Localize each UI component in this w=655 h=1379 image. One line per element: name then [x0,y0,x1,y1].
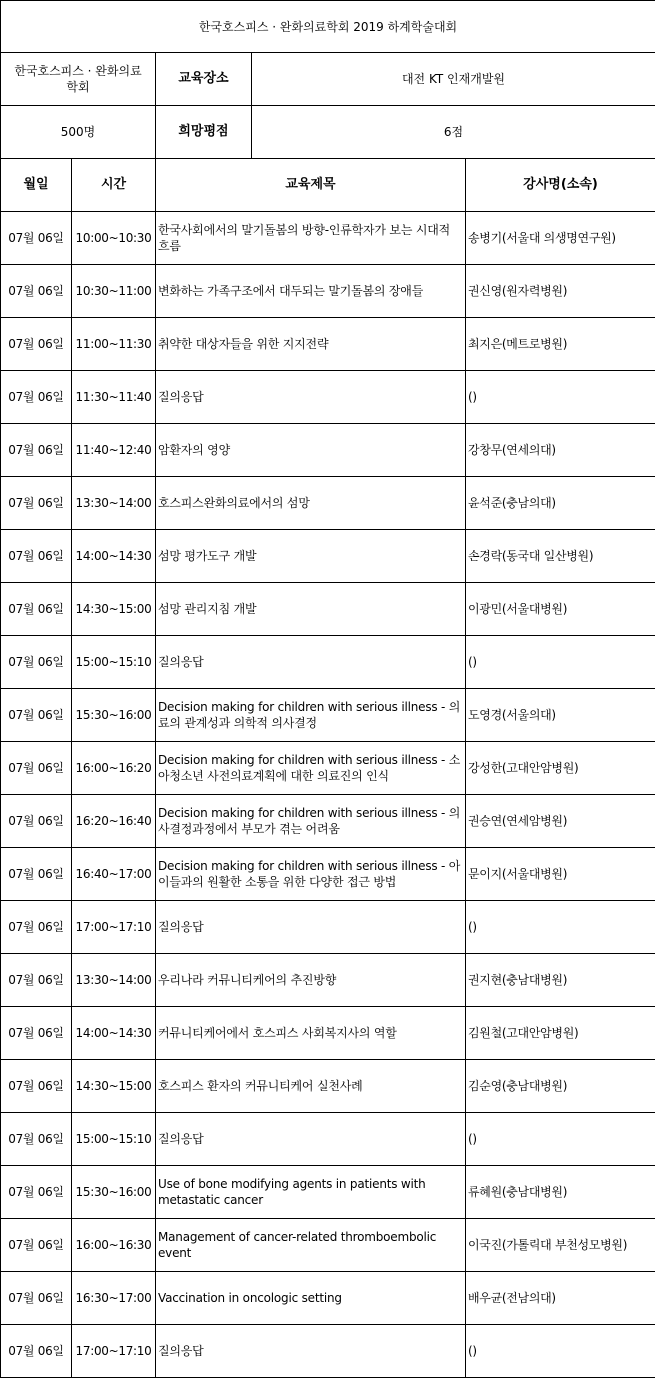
table-row [1,530,655,583]
row-speaker: 권신영(원자력병원) [466,265,655,318]
table-row [1,212,655,265]
row-time: 17:00~17:10 [72,901,156,954]
row-time: 15:00~15:10 [72,636,156,689]
table-row [1,424,655,477]
row-date: 07월 06일 [1,424,72,477]
row-date: 07월 06일 [1,689,72,742]
row-date: 07월 06일 [1,954,72,1007]
row-speaker: 김원철(고대안암병원) [466,1007,655,1060]
row-speaker: 이국진(가톨릭대 부천성모병원) [466,1219,655,1272]
header-speaker: 강사명(소속) [466,159,655,212]
row-speaker: 최지은(메트로병원) [466,318,655,371]
table-row [1,1060,655,1113]
row-time: 13:30~14:00 [72,477,156,530]
row-subject: 질의응답 [156,901,466,954]
capacity-value: 500명 [1,106,156,159]
row-date: 07월 06일 [1,848,72,901]
row-speaker: () [466,1325,655,1378]
table-row [1,795,655,848]
row-date: 07월 06일 [1,1007,72,1060]
row-speaker: 권승연(연세암병원) [466,795,655,848]
table-row [1,583,655,636]
row-time: 15:30~16:00 [72,689,156,742]
row-speaker: 배우균(전남의대) [466,1272,655,1325]
row-date: 07월 06일 [1,1325,72,1378]
row-speaker: () [466,901,655,954]
row-speaker: () [466,636,655,689]
row-time: 14:00~14:30 [72,1007,156,1060]
row-date: 07월 06일 [1,530,72,583]
table-row [1,901,655,954]
points-label: 희망평점 [156,106,252,159]
row-date: 07월 06일 [1,795,72,848]
row-time: 10:30~11:00 [72,265,156,318]
row-time: 15:30~16:00 [72,1166,156,1219]
row-time: 11:30~11:40 [72,371,156,424]
schedule-body [1,212,655,1378]
row-time: 14:00~14:30 [72,530,156,583]
table-row [1,1219,655,1272]
row-speaker: 이광민(서울대병원) [466,583,655,636]
page-title: 한국호스피스 · 완화의료학회 2019 하계학술대회 [1,1,655,53]
title-row [1,1,655,53]
row-date: 07월 06일 [1,742,72,795]
row-subject: 질의응답 [156,1325,466,1378]
row-subject: 취약한 대상자들을 위한 지지전략 [156,318,466,371]
row-date: 07월 06일 [1,1272,72,1325]
organizer-text: 한국호스피스 · 완화의료 학회 [14,64,142,94]
row-time: 16:40~17:00 [72,848,156,901]
row-date: 07월 06일 [1,1166,72,1219]
row-date: 07월 06일 [1,477,72,530]
row-speaker: 윤석준(충남의대) [466,477,655,530]
table-row [1,1325,655,1378]
row-subject: 커뮤니티케어에서 호스피스 사회복지사의 역할 [156,1007,466,1060]
row-subject: Management of cancer-related thromboembolic event [156,1219,466,1272]
table-row [1,1166,655,1219]
row-time: 14:30~15:00 [72,583,156,636]
row-speaker: 류혜원(충남대병원) [466,1166,655,1219]
row-subject: 우리나라 커뮤니티케어의 추진방향 [156,954,466,1007]
table-row [1,318,655,371]
header-subject: 교육제목 [156,159,466,212]
row-date: 07월 06일 [1,371,72,424]
table-row [1,848,655,901]
table-row [1,371,655,424]
table-row [1,636,655,689]
row-speaker: 권지현(충남대병원) [466,954,655,1007]
row-date: 07월 06일 [1,901,72,954]
row-speaker: () [466,371,655,424]
row-time: 16:20~16:40 [72,795,156,848]
row-speaker: 강성한(고대안암병원) [466,742,655,795]
table-row [1,1007,655,1060]
row-date: 07월 06일 [1,212,72,265]
row-subject: Use of bone modifying agents in patients with metastatic cancer [156,1166,466,1219]
row-time: 13:30~14:00 [72,954,156,1007]
info-row-capacity [1,106,655,159]
row-subject: 섬망 관리지침 개발 [156,583,466,636]
place-label: 교육장소 [156,53,252,106]
row-time: 16:00~16:20 [72,742,156,795]
row-time: 11:40~12:40 [72,424,156,477]
row-subject: Decision making for children with serious illness - 아이들과의 원활한 소통을 위한 다양한 접근 방법 [156,848,466,901]
table-row [1,1272,655,1325]
row-date: 07월 06일 [1,1113,72,1166]
row-time: 16:00~16:30 [72,1219,156,1272]
row-time: 11:00~11:30 [72,318,156,371]
row-subject: 질의응답 [156,371,466,424]
points-value: 6점 [252,106,655,159]
row-time: 14:30~15:00 [72,1060,156,1113]
row-subject: Decision making for children with serious illness - 의사결정과정에서 부모가 겪는 어려움 [156,795,466,848]
table-row [1,1113,655,1166]
row-subject: 호스피스 환자의 커뮤니티케어 실천사례 [156,1060,466,1113]
row-subject: Vaccination in oncologic setting [156,1272,466,1325]
table-row [1,265,655,318]
row-speaker: 강창무(연세의대) [466,424,655,477]
row-subject: 변화하는 가족구조에서 대두되는 말기돌봄의 장애들 [156,265,466,318]
info-row-place [1,53,655,106]
table-row [1,954,655,1007]
row-subject: 호스피스완화의료에서의 섬망 [156,477,466,530]
row-speaker: 도영경(서울의대) [466,689,655,742]
row-date: 07월 06일 [1,265,72,318]
organizer-value [1,53,156,106]
row-time: 10:00~10:30 [72,212,156,265]
row-date: 07월 06일 [1,1060,72,1113]
row-subject: Decision making for children with serious illness - 의료의 관계성과 의학적 의사결정 [156,689,466,742]
place-value: 대전 KT 인재개발원 [252,53,655,106]
row-time: 15:00~15:10 [72,1113,156,1166]
header-time: 시간 [72,159,156,212]
row-date: 07월 06일 [1,318,72,371]
row-time: 17:00~17:10 [72,1325,156,1378]
row-subject: 질의응답 [156,1113,466,1166]
row-subject: 한국사회에서의 말기돌봄의 방향-인류학자가 보는 시대적 흐름 [156,212,466,265]
row-speaker: 문이지(서울대병원) [466,848,655,901]
header-date: 월일 [1,159,72,212]
row-date: 07월 06일 [1,636,72,689]
row-time: 16:30~17:00 [72,1272,156,1325]
table-row [1,742,655,795]
row-subject: 암환자의 영양 [156,424,466,477]
row-speaker: 손경락(동국대 일산병원) [466,530,655,583]
row-subject: 섬망 평가도구 개발 [156,530,466,583]
row-date: 07월 06일 [1,583,72,636]
row-subject: 질의응답 [156,636,466,689]
table-row [1,477,655,530]
row-speaker: () [466,1113,655,1166]
schedule-header-row [1,159,655,212]
row-date: 07월 06일 [1,1219,72,1272]
row-speaker: 김순영(충남대병원) [466,1060,655,1113]
row-subject: Decision making for children with serious illness - 소아청소년 사전의료계획에 대한 의료진의 인식 [156,742,466,795]
row-speaker: 송병기(서울대 의생명연구원) [466,212,655,265]
table-row [1,689,655,742]
